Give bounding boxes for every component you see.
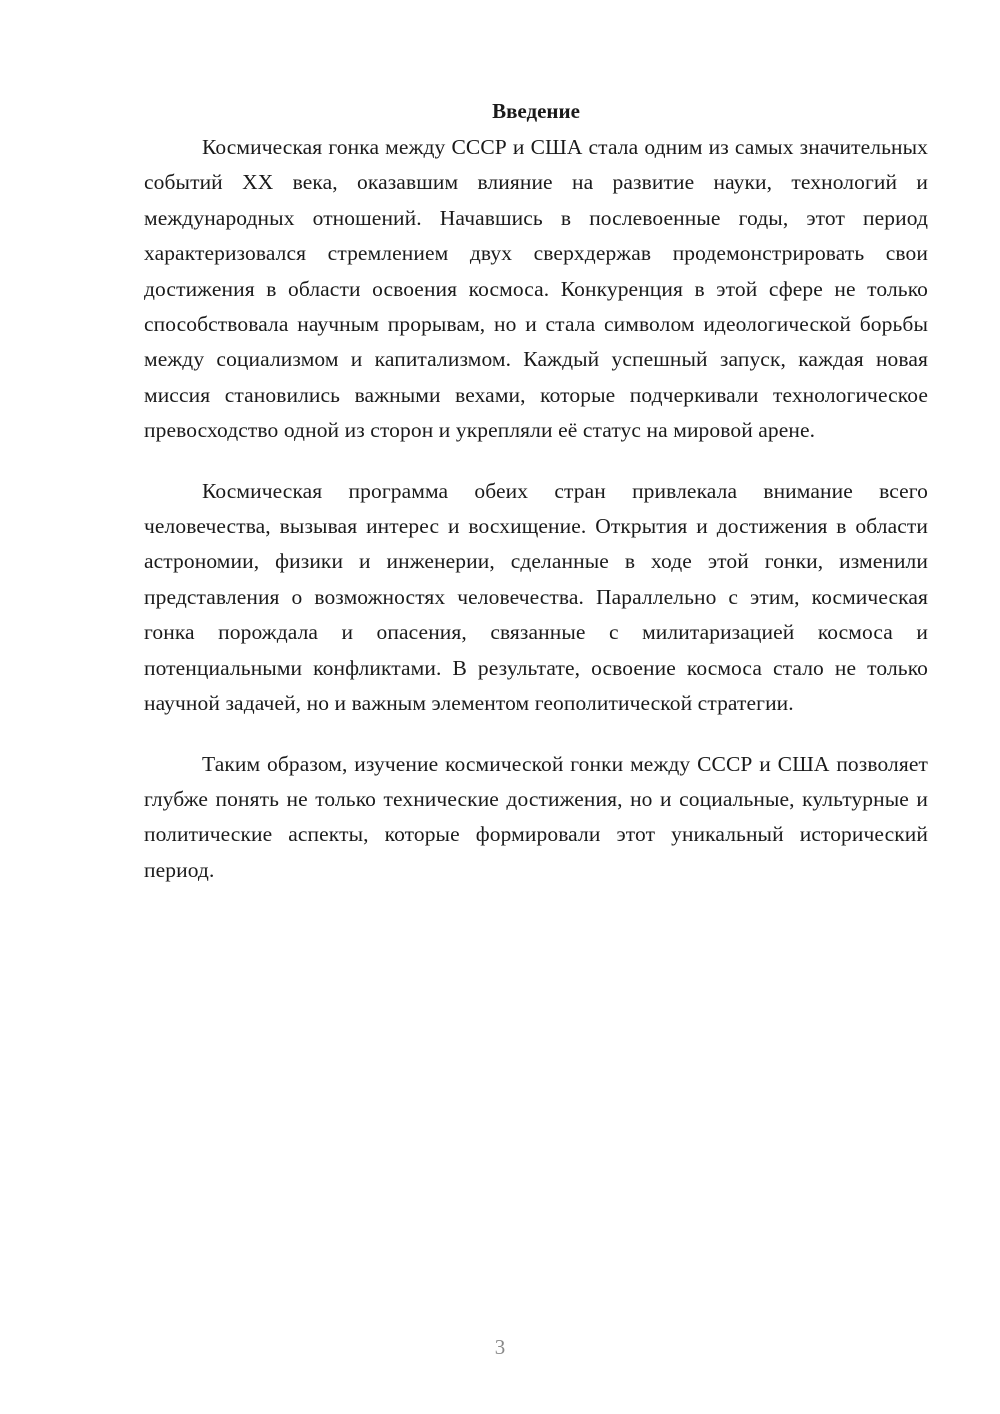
paragraph-2: Космическая программа обеих стран привлекала внимание всего человечества, вызывая интерес и восхищение. Открытия и достижения в области астрономии, физики и инженерии, сделанные в ходе этой гонки, изменили представления о возможностях человечества. Параллельно с этим, космическая гонка порождала и опасения, связанные с милитаризацией космоса и потенциальными конфликтами. В результате, освоение космоса стало не только научной задачей, но и важным элементом геополитической стратегии.: [144, 478, 928, 716]
paragraph-3: Таким образом, изучение космической гонки между СССР и США позволяет глубже понять не только технические достижения, но и социальные, культурные и политические аспекты, которые формировали этот уникальный исторический период.: [144, 751, 928, 882]
page-body: [144, 96, 928, 913]
paragraph-1: Космическая гонка между СССР и США стала одним из самых значительных событий XX века, оказавшим влияние на развитие науки, технологий и международных отношений. Начавшись в послевоенные годы, этот период характеризовался стремлением двух сверхдержав продемонстрировать свои достижения в области освоения космоса. Конкуренция в этой сфере не только способствовала научным прорывам, но и стала символом идеологической борьбы между социализмом и капитализмом. Каждый успешный запуск, каждая новая миссия становились важными вехами, которые подчеркивали технологическое превосходство одной из сторон и укрепляли её статус на мировой арене.: [144, 135, 928, 443]
page-number: 3: [494, 1335, 506, 1359]
section-heading: Введение: [492, 99, 580, 123]
